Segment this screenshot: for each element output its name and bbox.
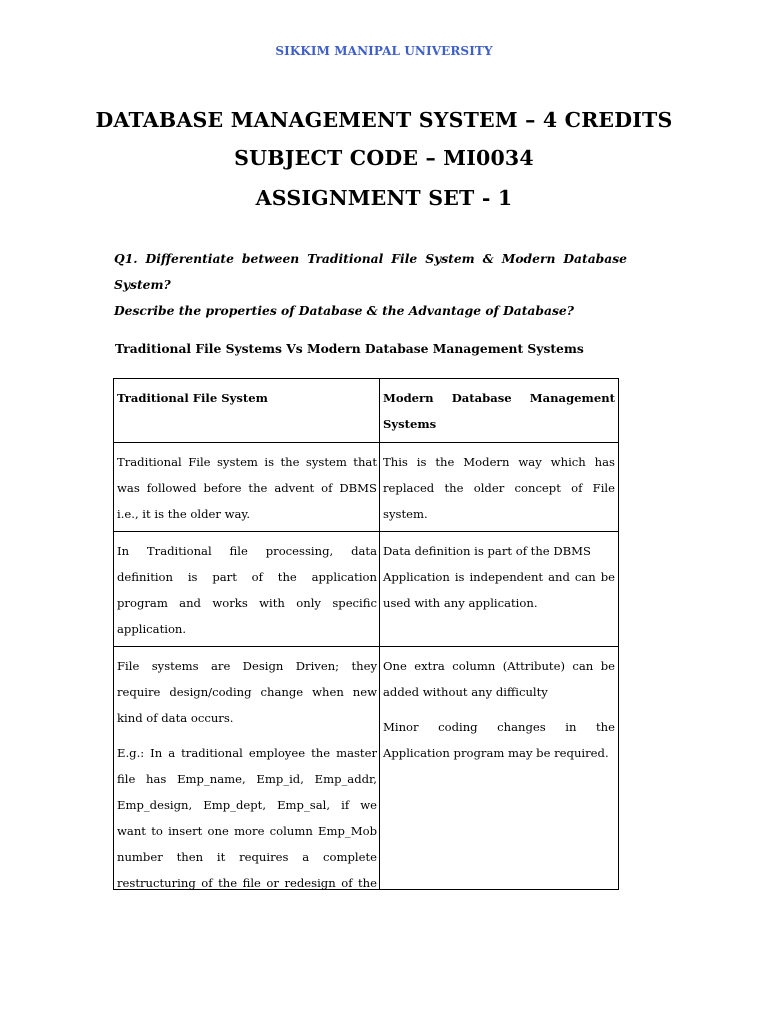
- cell-line: Data definition is part of the DBMS: [383, 544, 591, 558]
- table-row: [114, 443, 618, 532]
- cell-line: definition is part of the application: [117, 570, 377, 584]
- cell-line: file has Emp_name, Emp_id, Emp_addr,: [117, 772, 377, 786]
- cell-line: number then it requires a complete: [117, 850, 377, 864]
- cell-line: require design/coding change when new: [117, 685, 377, 699]
- cell-line: Application program may be required.: [383, 746, 609, 760]
- comparison-table: [113, 378, 619, 890]
- table-row: [114, 532, 618, 647]
- cell-line: program and works with only specific: [117, 596, 377, 610]
- question-line: Describe the properties of Database & the Advantage of Database?: [114, 303, 574, 318]
- cell-line: kind of data occurs.: [117, 711, 234, 725]
- cell-line: i.e., it is the older way.: [117, 507, 251, 521]
- cell-line: In Traditional file processing, data: [117, 544, 377, 558]
- cell-traditional: [114, 647, 380, 890]
- cell-line: restructuring of the file or redesign of the: [117, 876, 377, 890]
- cell-line: File systems are Design Driven; they: [117, 659, 377, 673]
- cell-modern: [380, 532, 617, 616]
- assignment-set: ASSIGNMENT SET - 1: [255, 186, 513, 210]
- cell-line: system.: [383, 507, 428, 521]
- university-name: SIKKIM MANIPAL UNIVERSITY: [275, 44, 493, 58]
- cell-line: Emp_design, Emp_dept, Emp_sal, if we: [117, 798, 377, 812]
- table-row: [114, 647, 618, 890]
- table-header-row: [114, 379, 618, 443]
- cell-line: used with any application.: [383, 596, 538, 610]
- cell-line: added without any difficulty: [383, 685, 548, 699]
- cell-line: was followed before the advent of DBMS: [117, 481, 377, 495]
- section-title: Traditional File Systems Vs Modern Database Management Systems: [115, 341, 584, 356]
- cell-line: replaced the older concept of File: [383, 481, 615, 495]
- question-line: Q1. Differentiate between Traditional File System & Modern Database System?: [114, 251, 627, 292]
- cell-traditional: [114, 532, 380, 646]
- cell-line: One extra column (Attribute) can be: [383, 659, 615, 673]
- course-title: DATABASE MANAGEMENT SYSTEM – 4 CREDITS: [95, 108, 673, 132]
- cell-modern: [380, 443, 617, 527]
- cell-line: want to insert one more column Emp_Mob: [117, 824, 377, 838]
- cell-line: application.: [117, 622, 187, 636]
- question-text: [114, 246, 627, 324]
- subject-code: SUBJECT CODE – MI0034: [234, 146, 534, 170]
- header-cell-modern: [380, 379, 617, 437]
- cell-line: Application is independent and can be: [383, 570, 615, 584]
- header-label: Modern Database Management: [383, 391, 615, 405]
- cell-line: Minor coding changes in the: [383, 720, 615, 734]
- cell-traditional: [114, 443, 380, 531]
- header-label: Systems: [383, 417, 437, 431]
- cell-line: E.g.: In a traditional employee the master: [117, 746, 377, 760]
- cell-modern: [380, 647, 617, 766]
- cell-line: Traditional File system is the system that: [117, 455, 377, 469]
- header-cell-traditional: [114, 379, 380, 442]
- cell-line: This is the Modern way which has: [383, 455, 615, 469]
- header-label: Traditional File System: [117, 391, 268, 405]
